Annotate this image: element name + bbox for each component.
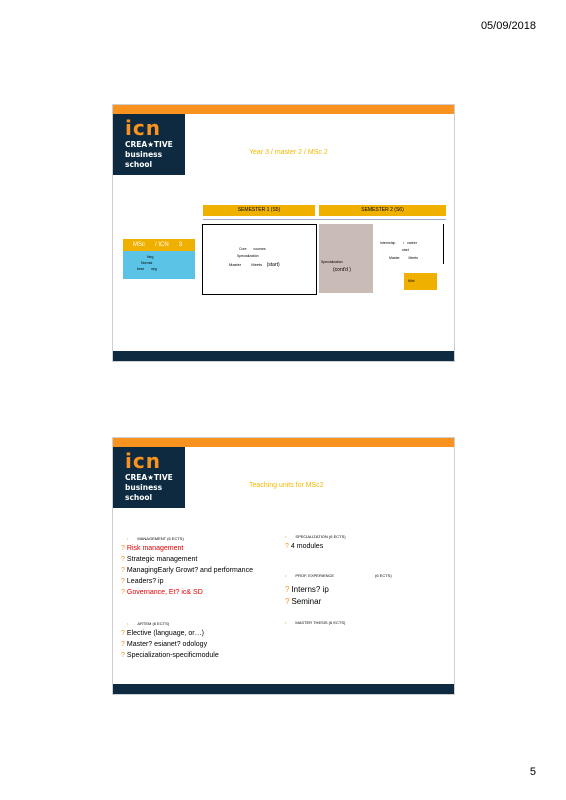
logo-creative-text: CREA★TIVE <box>125 473 173 482</box>
semester-1-bar: SEMESTER 1 (S5) <box>203 205 315 216</box>
logo-icn-text: icn <box>125 449 161 473</box>
logo-school-text: school <box>125 493 153 502</box>
specialization-2-label: Specialization <box>321 260 343 264</box>
divider-vertical <box>443 224 444 264</box>
list-item: ? Leaders? ip <box>121 578 164 585</box>
slide-title: Year 3 / master 2 / MSc 2 <box>249 149 328 156</box>
logo-business-text: business <box>125 483 163 492</box>
msc-line-2: Normal <box>141 261 153 265</box>
msc-box-header: MSc / ICN 3 <box>123 239 195 251</box>
list-item: ? Seminar <box>285 597 322 606</box>
list-item: ? Interns? ip <box>285 585 329 594</box>
logo-icn-text: icn <box>125 116 161 140</box>
semester-1-content-box <box>202 224 317 295</box>
divider <box>203 219 446 220</box>
specialization-label: Specialization <box>237 254 259 258</box>
list-item: ? ManagingEarly Growt? and performance <box>121 567 253 574</box>
list-item: ? Specialization-specificmodule <box>121 652 219 659</box>
list-item: ? Elective (language, or…) <box>121 630 204 637</box>
list-item: ? 4 modules <box>285 543 324 550</box>
slide-title: Teaching units for MSc2 <box>249 482 324 489</box>
prof-experience-ects: (6 ECTS) <box>375 573 392 578</box>
semester-2-specialization-box <box>319 224 373 293</box>
msc-line-1: Neg <box>147 255 154 259</box>
msc-line-3: bear neg <box>137 267 157 271</box>
master-meets-2: Master Meets <box>389 256 418 260</box>
page-number: 5 <box>529 766 536 778</box>
page-date: 05/09/2018 <box>480 20 536 32</box>
slide-2 <box>112 437 455 695</box>
list-item: ? Governance, Et? ic& SD <box>121 589 203 596</box>
master-thesis-heading: • MASTER THESIS (6 ECTS) <box>285 620 345 625</box>
logo-creative-text: CREA★TIVE <box>125 140 173 149</box>
school-logo <box>113 447 185 508</box>
top-accent-bar <box>113 105 454 114</box>
list-item: ? Risk management <box>121 545 184 552</box>
management-heading: • MANAGEMENT (6 ECTS) <box>127 536 184 541</box>
start-label: start <box>402 248 409 252</box>
semester-2-bar: SEMESTER 2 (S6) <box>319 205 446 216</box>
internship-career-label: Internship / career <box>380 241 417 245</box>
artem-heading: • ARTEM (6 ECTS) <box>127 621 169 626</box>
contd-label: (cont'd ) <box>333 267 351 273</box>
list-item: ? Strategic management <box>121 556 198 563</box>
school-logo <box>113 114 185 175</box>
bottom-bar <box>113 351 454 361</box>
bottom-bar <box>113 684 454 694</box>
msc-box <box>123 239 195 279</box>
specialization-heading: • SPECIALIZATION (6 ECTS) <box>285 534 346 539</box>
slide-1 <box>112 104 455 362</box>
top-accent-bar <box>113 438 454 447</box>
master-meets-start: Master Meets (start) <box>229 262 280 268</box>
prof-experience-heading: • PROF. EXPERIENCE <box>285 573 334 578</box>
logo-business-text: business <box>125 150 163 159</box>
list-item: ? Master? esianet? odology <box>121 641 208 648</box>
logo-school-text: school <box>125 160 153 169</box>
mini-box: Mini <box>404 273 437 290</box>
core-courses-label: Core courses <box>239 247 266 251</box>
